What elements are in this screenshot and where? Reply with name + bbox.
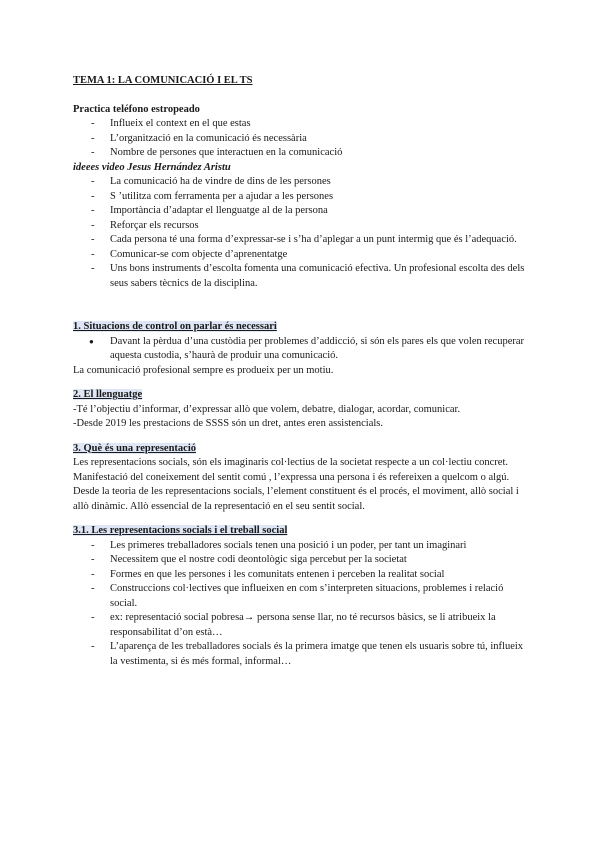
- document-content: [73, 74, 528, 669]
- section-1-text: La comunicació profesional sempre es produeix per un motiu.: [73, 364, 334, 376]
- list-item: - Formes en que les persones i les comunitats entenen i perceben la realitat social: [73, 568, 528, 583]
- section-1-heading: 1. Situacions de control on parlar és necessari: [73, 321, 277, 332]
- section-3-1-heading: 3.1. Les representacions socials i el treball social: [73, 525, 288, 536]
- list-item: - Uns bons instruments d’escolta fomenta una comunicació efectiva. Un profesional escolta des dels seus sabers tècnics de la disciplina.: [73, 262, 528, 291]
- section-2-heading: 2. El llenguatge: [73, 389, 143, 400]
- list-item: - Les primeres treballadores socials tenen una posició i un poder, per tant un imaginari: [73, 539, 528, 554]
- page-title: TEMA 1: LA COMUNICACIÓ I EL TS: [73, 75, 253, 86]
- section-b-list: [73, 175, 528, 291]
- list-item: - L’organització en la comunicació és necessària: [73, 132, 528, 147]
- list-item: - Necessitem que el nostre codi deontològic siga percebut per la societat: [73, 553, 528, 568]
- section-a-list: [73, 117, 528, 161]
- section-b-heading: ideees video Jesus Hernández Aristu: [73, 161, 231, 173]
- list-item: ● Davant la pèrdua d’una custòdia per problemes d’addicció, si són els pares els que volen recuperar aquesta custodia, s’haurà de produir una comunicació.: [73, 335, 528, 364]
- list-item: - L’aparença de les treballadores socials és la primera imatge que tenen els usuaris sobre tú, influeix la vestimenta, si és més formal, informal…: [73, 640, 528, 669]
- list-item: - Comunicar-se com objecte d’aprenentatge: [73, 248, 528, 263]
- section-2-line: -Desde 2019 les prestacions de SSSS són un dret, antes eren assistencials.: [73, 418, 383, 429]
- section-a-heading: Practica teléfono estropeado: [73, 103, 200, 115]
- section-3-1-list: [73, 539, 528, 670]
- section-3-heading: 3. Què és una representació: [73, 442, 196, 454]
- list-item: - Construccions col·lectives que influeixen en com s’interpreten situacions, problemes i relació social.: [73, 582, 528, 611]
- list-item: - Cada persona té una forma d’expressar-se i s’ha d’aplegar a un punt intermig que és l’adequació.: [73, 233, 528, 248]
- list-item: - ex: representació social pobresa→ persona sense llar, no té recursos bàsics, se li atribueix la responsabilitat d’on està…: [73, 611, 528, 640]
- section-3-text: Les representacions socials, són els imaginaris col·lectius de la societat respecte a un col·lectiu concret. Manifestació del coneixement del sentit comú , l’expressa una persona i és refereixen a quelcom o algú. Desde la teoria de les representacions socials, l’element constituent és el procés, el moviment, allò social i allò dinàmic. Allò essencial de la representació en el seu sentit social.: [73, 457, 519, 512]
- list-item: - Importància d’adaptar el llenguatge al de la persona: [73, 204, 528, 219]
- list-item: - La comunicació ha de vindre de dins de les persones: [73, 175, 528, 190]
- list-item: - Influeix el context en el que estas: [73, 117, 528, 132]
- list-item: - Nombre de persones que interactuen en la comunicació: [73, 146, 528, 161]
- list-item: - Reforçar els recursos: [73, 219, 528, 234]
- section-2-line: -Té l’objectiu d’informar, d’expressar allò que volem, debatre, dialogar, acordar, comunicar.: [73, 403, 461, 415]
- list-item: - S ’utilitza com ferramenta per a ajudar a les persones: [73, 190, 528, 205]
- section-1-list: [73, 335, 528, 364]
